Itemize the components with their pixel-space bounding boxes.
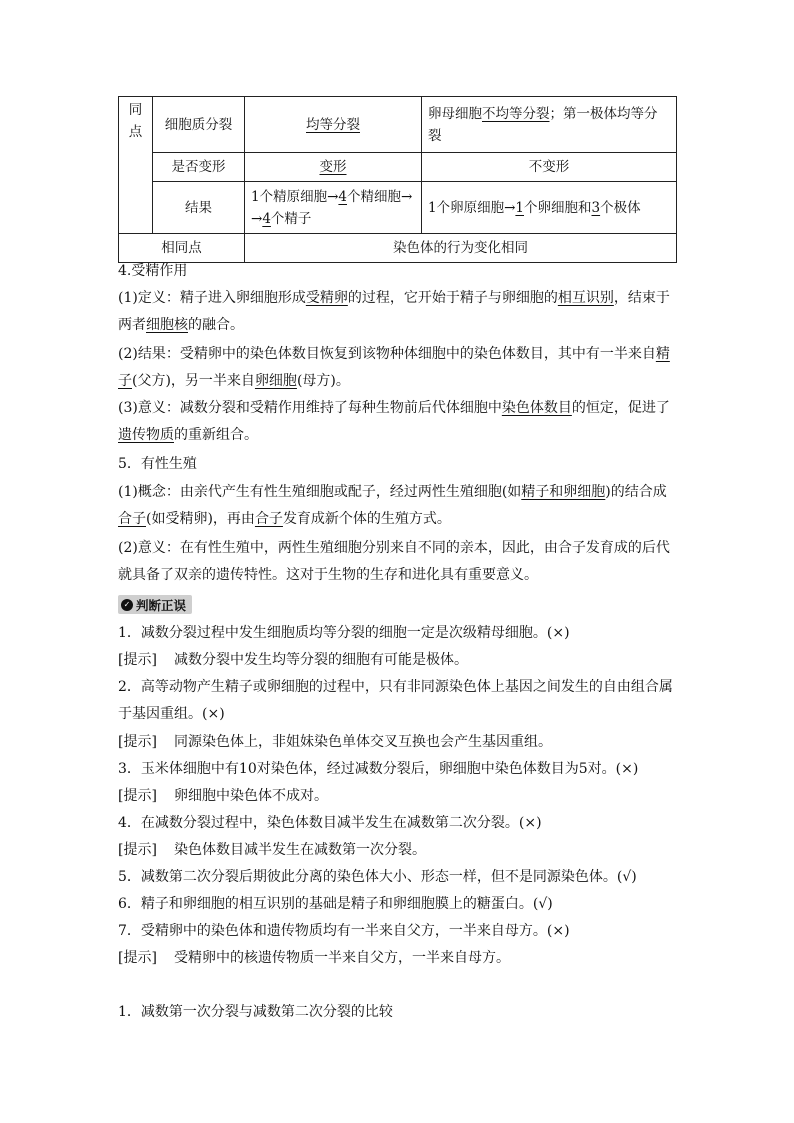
- sexual-reproduction-meaning: (2)意义：在有性生殖中，两性生殖细胞分别来自不同的亲本，因此，由合子发育成的后代: [118, 540, 670, 556]
- egg-cytoplasm-cell: 卵母细胞不均等分裂；第一极体均等分裂: [422, 97, 677, 153]
- fertilization-result: (2)结果：受精卵中的染色体数目恢复到该物种体细胞中的染色体数目，其中有一半来自精: [118, 346, 670, 362]
- hint-tag: [提示]: [118, 734, 157, 750]
- sperm-deformation-cell: 变形: [245, 153, 422, 182]
- sexual-reproduction-concept: (1)概念：由亲代产生有性生殖细胞或配子，经过两性生殖细胞(如精子和卵细胞)的结合成: [118, 484, 667, 500]
- egg-result-cell: 1个卵原细胞→1个卵细胞和3个极体: [422, 182, 677, 234]
- check-icon: ✓: [121, 599, 133, 611]
- judge-item-5: 5．减数第二次分裂后期彼此分离的染色体大小、形态一样，但不是同源染色体。(√): [118, 869, 637, 885]
- judge-section-label: 判断正误: [136, 597, 187, 613]
- cytoplasm-division-label: 细胞质分裂: [153, 97, 245, 153]
- judge-item-4: 4．在减数分裂过程中，染色体数目减半发生在减数第二次分裂。(×): [118, 815, 542, 831]
- sperm-result-cell: 1个精原细胞→4个精细胞→ →4个精子: [245, 182, 422, 234]
- fertilization-meaning: (3)意义：减数分裂和受精作用维持了每种生物前后代体细胞中染色体数目的恒定，促进了: [118, 400, 670, 416]
- hint-4: [提示] 染色体数目减半发生在减数第一次分裂。: [118, 837, 678, 864]
- group-label-cell: 同 点: [119, 97, 153, 234]
- egg-deformation-cell: 不变形: [422, 153, 677, 182]
- table-row: [119, 153, 677, 182]
- hint-tag: [提示]: [118, 842, 157, 858]
- hint-2: [提示] 同源染色体上，非姐妹染色单体交叉互换也会产生基因重组。: [118, 729, 678, 756]
- judge-section-badge: [118, 595, 192, 614]
- sexual-reproduction-heading: 5．有性生殖: [118, 456, 197, 472]
- deformation-label: 是否变形: [153, 153, 245, 182]
- same-points-label: 相同点: [119, 234, 245, 263]
- table-row: [119, 182, 677, 234]
- fertilization-definition-cont: 两者细胞核的融合。: [118, 317, 244, 333]
- hint-1: [提示] 减数分裂中发生均等分裂的细胞有可能是极体。: [118, 647, 678, 674]
- hint-7: [提示] 受精卵中的核遗传物质一半来自父方，一半来自母方。: [118, 945, 678, 972]
- sperm-cytoplasm-answer: 均等分裂: [306, 116, 360, 133]
- judge-item-1: 1．减数分裂过程中发生细胞质均等分裂的细胞一定是次级精母细胞。(×): [118, 625, 570, 641]
- egg-cytoplasm-answer: 不均等分裂: [482, 105, 550, 122]
- sexual-reproduction-meaning-cont: 就具备了双亲的遗传特性。这对于生物的生存和进化具有重要意义。: [118, 567, 538, 583]
- hint-tag: [提示]: [118, 788, 157, 804]
- comparison-table: [118, 96, 677, 263]
- fertilization-meaning-cont: 遗传物质的重新组合。: [118, 427, 258, 443]
- same-points-value: 染色体的行为变化相同: [245, 234, 677, 263]
- judge-item-2: 2．高等动物产生精子或卵细胞的过程中，只有非同源染色体上基因之间发生的自由组合属: [118, 679, 673, 695]
- hint-tag: [提示]: [118, 652, 157, 668]
- judge-item-6: 6．精子和卵细胞的相互识别的基础是精子和卵细胞膜上的糖蛋白。(√): [118, 896, 553, 912]
- sperm-cytoplasm-cell: [245, 97, 422, 153]
- hint-3: [提示] 卵细胞中染色体不成对。: [118, 783, 678, 810]
- judge-item-2-cont: 于基因重组。(×): [118, 706, 225, 722]
- hint-tag: [提示]: [118, 950, 157, 966]
- fertilization-result-cont: 子(父方)，另一半来自卵细胞(母方)。: [118, 373, 350, 389]
- sexual-reproduction-concept-cont: 合子(如受精卵)，再由合子发育成新个体的生殖方式。: [118, 511, 451, 527]
- judge-item-3: 3．玉米体细胞中有10对染色体，经过减数分裂后，卵细胞中染色体数目为5对。(×): [118, 761, 639, 777]
- fertilization-definition: (1)定义：精子进入卵细胞形成受精卵的过程，它开始于精子与卵细胞的相互识别，结束于: [118, 290, 670, 306]
- fertilization-heading: 4.受精作用: [118, 263, 188, 279]
- judge-item-7: 7．受精卵中的染色体和遗传物质均有一半来自父方，一半来自母方。(×): [118, 923, 570, 939]
- comparison-heading: 1．减数第一次分裂与减数第二次分裂的比较: [118, 1004, 393, 1020]
- result-label: 结果: [153, 182, 245, 234]
- table-row: [119, 97, 677, 153]
